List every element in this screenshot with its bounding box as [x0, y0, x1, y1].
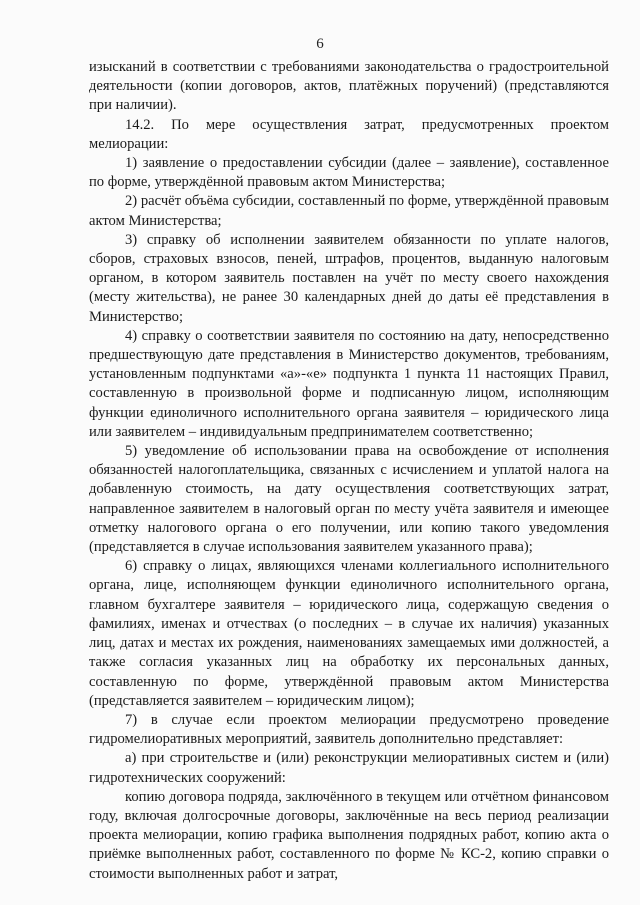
paragraph-14-2: 14.2. По мере осуществления затрат, предусмотренных проектом мелиорации:: [89, 116, 609, 152]
paragraph-item-1: 1) заявление о предоставлении субсидии (далее – заявление), составленное по форме, утверждённой правовым актом Министерства;: [89, 155, 609, 191]
document-body: [89, 58, 609, 884]
paragraph-contract-copies: копию договора подряда, заключённого в текущем или отчётном финансовом году, включая долгосрочные договоры, заключённые на весь период реализации проекта мелиорации, копию графика выполнения подрядных работ, копию акта о приёмке выполненных работ, составленного по форме № КС-2, копию справки о стоимости выполненных работ и затрат,: [89, 788, 609, 882]
page-number: 6: [316, 36, 324, 52]
paragraph-item-7a: а) при строительстве и (или) реконструкции мелиоративных систем и (или) гидротехнических сооружений:: [89, 750, 609, 786]
paragraph-item-3: 3) справку об исполнении заявителем обязанности по уплате налогов, сборов, страховых взносов, пеней, штрафов, процентов, выданную налоговым органом, в котором заявитель поставлен на учёт по месту своего нахождения (месту жительства), не ранее 30 календарных дней до даты её представления в Министерство;: [89, 231, 609, 325]
paragraph-item-6: 6) справку о лицах, являющихся членами коллегиального исполнительного органа, лице, исполняющем функции единоличного исполнительного органа, главном бухгалтере заявителя – юридического лица, содержащую сведения о фамилиях, именах и отчествах (о последних – в случае их наличия) указанных лиц, датах и местах их рождения, наименованиях замещаемых ими должностей, а также согласия указанных лиц на обработку их персональных данных, составленную по форме, утверждённой правовым актом Министерства (представляется заявителем – юридическим лицом);: [89, 558, 609, 709]
paragraph-continuation: изысканий в соответствии с требованиями законодательства о градостроительной деятельности (копии договоров, актов, платёжных поручений) (представляются при наличии).: [89, 59, 609, 114]
paragraph-item-2: 2) расчёт объёма субсидии, составленный по форме, утверждённой правовым актом Министерства;: [89, 193, 609, 229]
paragraph-item-7: 7) в случае если проектом мелиорации предусмотрено проведение гидромелиоративных мероприятий, заявитель дополнительно представляет:: [89, 711, 609, 748]
paragraph-item-5: 5) уведомление об использовании права на освобождение от исполнения обязанностей налогоплательщика, связанных с исчислением и уплатой налога на добавленную стоимость, на дату осуществления соответствующих затрат, направленное заявителем в налоговый орган по месту учёта заявителя и имеющее отметку налогового органа о его получении, или копию такого уведомления (представляется в случае использования заявителем указанного права);: [89, 443, 609, 556]
paragraph-item-4: 4) справку о соответствии заявителя по состоянию на дату, непосредственно предшествующую дате представления в Министерство документов, требованиям, установленным подпунктами «а»-«е» подпункта 1 пункта 11 настоящих Правил, составленную в произвольной форме и подписанную лицом, исполняющим функции единоличного исполнительного органа заявителя – юридического лица или заявителем – индивидуальным предпринимателем соответственно;: [89, 327, 609, 440]
